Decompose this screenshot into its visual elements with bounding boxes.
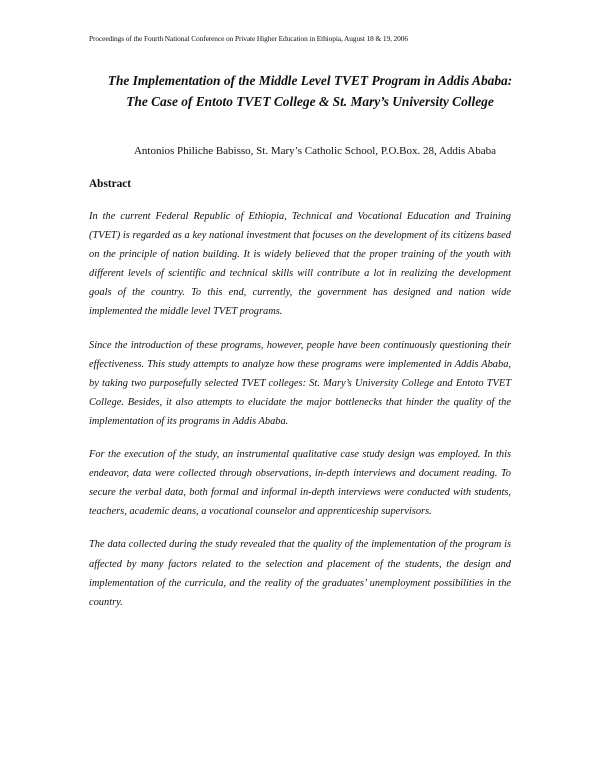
abstract-paragraph-2: Since the introduction of these programs, however, people have been continuously questioning their effectiveness. This study attempts to analyze how these programs were implemented in Addis Ababa, by taking two purposefully selected TVET colleges: St. Mary’s University College and Entoto TVET College. Besides, it also attempts to elucidate the major bottlenecks that hinder the quality of the implementation of its programs in Addis Ababa. xyxy=(89,339,511,427)
abstract-paragraph-1: In the current Federal Republic of Ethiopia, Technical and Vocational Education and Training (TVET) is regarded as a key national investment that focuses on the development of its citizens based on the principle of nation building. It is widely believed that the proper training of the youth with different levels of scientific and technical skills will contribute a lot in realizing the development goals of the country. To this end, currently, the government has designed and nation wide implemented the middle level TVET programs. xyxy=(89,211,511,318)
title-line-2: The Case of Entoto TVET College & St. Mary’s University College xyxy=(126,94,494,109)
title-line-1: The Implementation of the Middle Level TVET Program in Addis Ababa: xyxy=(107,73,513,88)
abstract-body xyxy=(89,207,511,626)
running-header: Proceedings of the Fourth National Conference on Private Higher Education in Ethiopia, August 18 & 19, 2006 xyxy=(89,34,408,43)
abstract-paragraph-3: For the execution of the study, an instrumental qualitative case study design was employed. In this endeavor, data were collected through observations, in-depth interviews and document reading. To secure the verbal data, both formal and informal in-depth interviews were conducted with students, teachers, academic deans, a vocational counselor and apprenticeship supervisors. xyxy=(89,449,511,518)
abstract-paragraph-4: The data collected during the study revealed that the quality of the implementation of the program is affected by many factors related to the selection and placement of the students, the design and implementation of the curricula, and the reality of the graduates’ unemployment possibilities in the country. xyxy=(89,539,511,608)
author-affiliation: Antonios Philiche Babisso, St. Mary’s Catholic School, P.O.Box. 28, Addis Ababa xyxy=(133,145,497,157)
abstract-heading: Abstract xyxy=(89,178,132,190)
paper-title xyxy=(40,70,580,112)
